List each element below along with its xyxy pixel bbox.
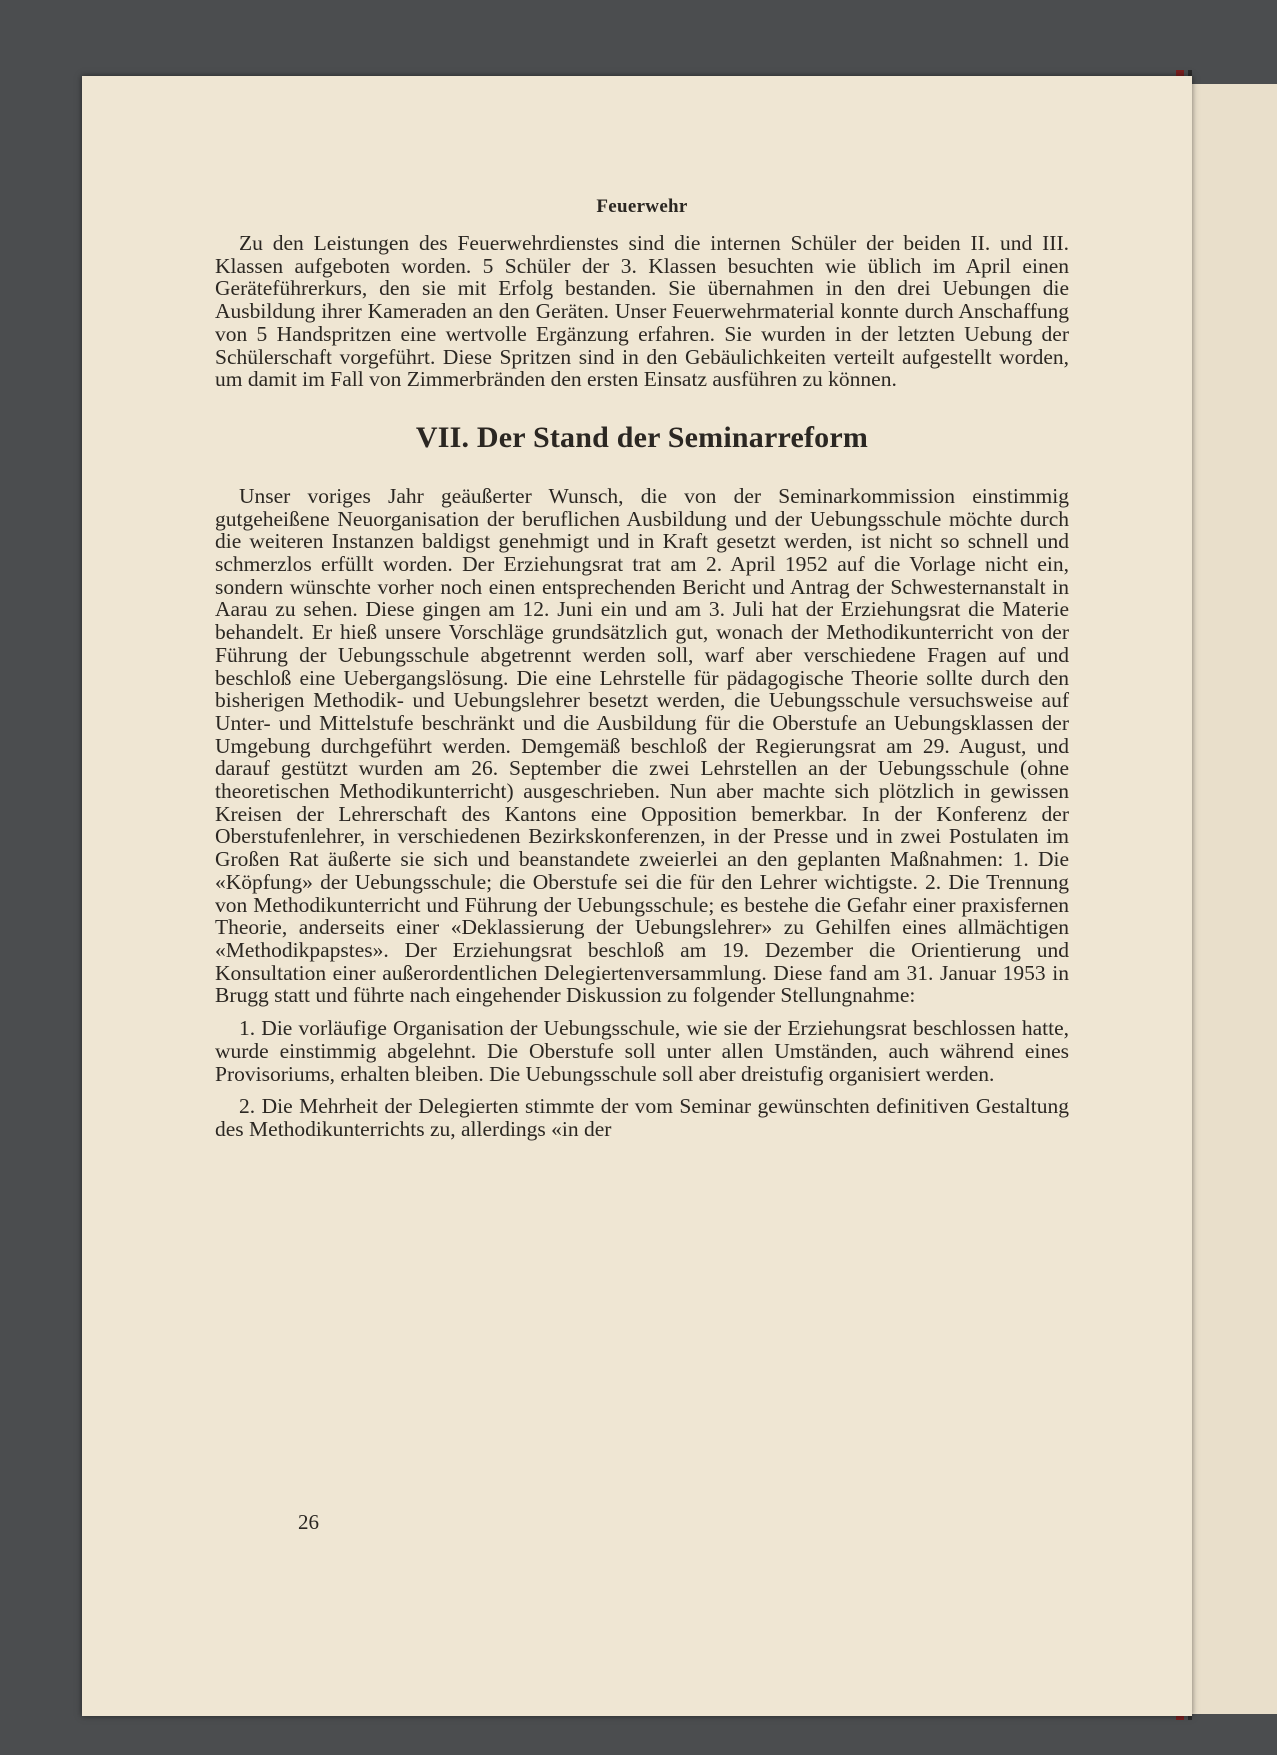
facing-page-edge [1185,84,1277,1714]
section-paragraph: Zu den Leistungen des Feuerwehrdienstes sind die internen Schüler der beiden II. und III. Klassen aufgeboten worden. 5 Schüler der 3. Klassen besuchten wie üblich im April einen Geräteführerkurs, den sie mit Erfolg bestanden. Sie übernahmen in den drei Uebungen die Ausbildung ihrer Kameraden an den Geräten. Unser Feuerwehrmaterial konnte durch Anschaffung von 5 Handspritzen eine wertvolle Ergänzung erfahren. Sie wurden in der letzten Uebung der Schülerschaft vorgeführt. Diese Spritzen sind in den Gebäulichkeiten verteilt aufgestellt worden, um damit im Fall von Zimmerbränden den ersten Einsatz ausführen zu können. [215,231,1069,392]
list-item: 1. Die vorläufige Organisation der Uebungsschule, wie sie der Erziehungsrat beschlossen hatte, wurde einstimmig abgelehnt. Die Oberstufe soll unter allen Umständen, auch während eines Provisoriums, erhalten bleiben. Die Uebungsschule soll aber dreistufig organisiert werden. [215,1016,1069,1086]
page-number: 26 [298,1510,319,1534]
list-item: 2. Die Mehrheit der Delegierten stimmte der vom Seminar gewünschten definitiven Gestaltung des Methodikunterrichts zu, allerdings «in der [215,1094,1069,1141]
chapter-title: VII. Der Stand der Seminarreform [415,420,869,454]
chapter-paragraph: Unser voriges Jahr geäußerter Wunsch, die von der Seminarkommission einstimmig gutgeheißene Neuorganisation der beruflichen Ausbildung und der Uebungsschule möchte durch die weiteren Instanzen baldigst genehmigt und in Kraft gesetzt werden, ist nicht so schnell und schmerzlos erfüllt worden. Der Erziehungsrat trat am 2. April 1952 auf die Vorlage nicht ein, sondern wünschte vorher noch einen entsprechenden Bericht und Antrag der Schwesternanstalt in Aarau zu sehen. Diese gingen am 12. Juni ein und am 3. Juli hat der Erziehungsrat die Materie behandelt. Er hieß unsere Vorschläge grundsätzlich gut, wonach der Methodikunterricht von der Führung der Uebungsschule abgetrennt werden soll, warf aber verschiedene Fragen auf und beschloß eine Uebergangslösung. Die eine Lehrstelle für pädagogische Theorie sollte durch den bisherigen Methodik- und Uebungslehrer besetzt werden, die Uebungsschule versuchsweise auf Unter- und Mittelstufe beschränkt und die Ausbildung für die Oberstufe an Uebungsklassen der Umgebung durchgeführt werden. Demgemäß beschloß der Regierungsrat am 29. August, und darauf gestützt wurden am 26. September die zwei Lehrstellen an der Uebungsschule (ohne theoretischen Methodikunterricht) ausgeschrieben. Nun aber machte sich plötzlich in gewissen Kreisen der Lehrerschaft des Kantons eine Opposition bemerkbar. In der Konferenz der Oberstufenlehrer, in verschiedenen Bezirkskonferenzen, in der Presse und in zwei Postulaten im Großen Rat äußerte sie sich und beanstandete zweierlei an den geplanten Maßnahmen: 1. Die «Köpfung» der Uebungsschule; die Oberstufe sei die für den Lehrer wichtigste. 2. Die Trennung von Methodikunterricht und Führung der Uebungsschule; es bestehe die Gefahr einer praxisfernen Theorie, anderseits einer «Deklassierung der Uebungslehrer» zu Gehilfen eines allmächtigen «Methodikpapstes». Der Erziehungsrat beschloß am 19. Dezember die Orientierung und Konsultation einer außerordentlichen Delegiertenversammlung. Diese fand am 31. Januar 1953 in Brugg statt und führte nach eingehender Diskussion zu folgender Stellungnahme: [215,483,1069,1008]
section-heading: Feuerwehr [596,196,688,217]
page-content [215,196,1069,1141]
